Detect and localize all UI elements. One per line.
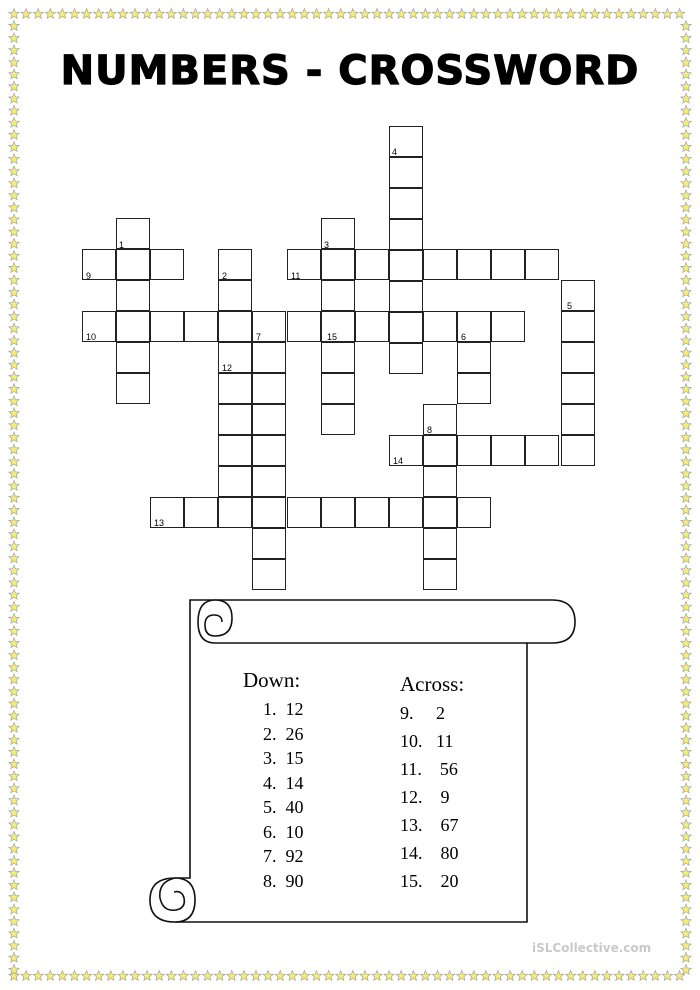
across-heading: Across:: [400, 672, 465, 696]
clue-item: 3. 15: [263, 748, 304, 768]
across-clues: [400, 672, 464, 899]
down-heading: Down:: [243, 668, 301, 692]
clue-item: 5. 40: [263, 797, 304, 817]
clue-item: 4. 14: [263, 772, 304, 793]
clue-item: 9. 2: [400, 703, 445, 723]
clue-number: 3: [324, 240, 330, 250]
clue-item: 7. 92: [263, 846, 304, 866]
clue-item: 2. 26: [263, 723, 304, 744]
clue-item: 13. 67: [400, 815, 459, 835]
clue-item: 12. 9: [400, 787, 450, 807]
clue-number: 1: [119, 240, 125, 250]
clue-number: 11: [291, 271, 301, 281]
clue-item: 10. 11: [400, 731, 454, 751]
clue-number: 15: [327, 332, 338, 342]
clue-number: 9: [86, 271, 92, 281]
clue-number: 5: [567, 301, 573, 311]
clue-item: 6. 10: [263, 821, 304, 842]
clue-number: 4: [392, 147, 398, 157]
clue-item: 15. 20: [400, 871, 459, 891]
clue-number: 12: [222, 363, 233, 373]
clue-number: 14: [393, 456, 404, 466]
clue-number: 10: [86, 332, 97, 342]
clue-number: 6: [461, 332, 467, 342]
clue-item: 1. 12: [263, 699, 304, 719]
clue-number: 7: [256, 332, 262, 342]
clue-item: 11. 56: [400, 759, 458, 779]
watermark: iSLCollective.com: [532, 941, 652, 955]
clue-number: 8: [427, 425, 433, 435]
clue-item: 8. 90: [263, 870, 304, 891]
clue-number: 13: [154, 518, 165, 528]
clue-item: 14. 80: [400, 843, 459, 863]
page-title: NUMBERS - CROSSWORD: [60, 48, 640, 94]
clue-number: 2: [222, 271, 228, 281]
down-clues: [243, 668, 304, 895]
